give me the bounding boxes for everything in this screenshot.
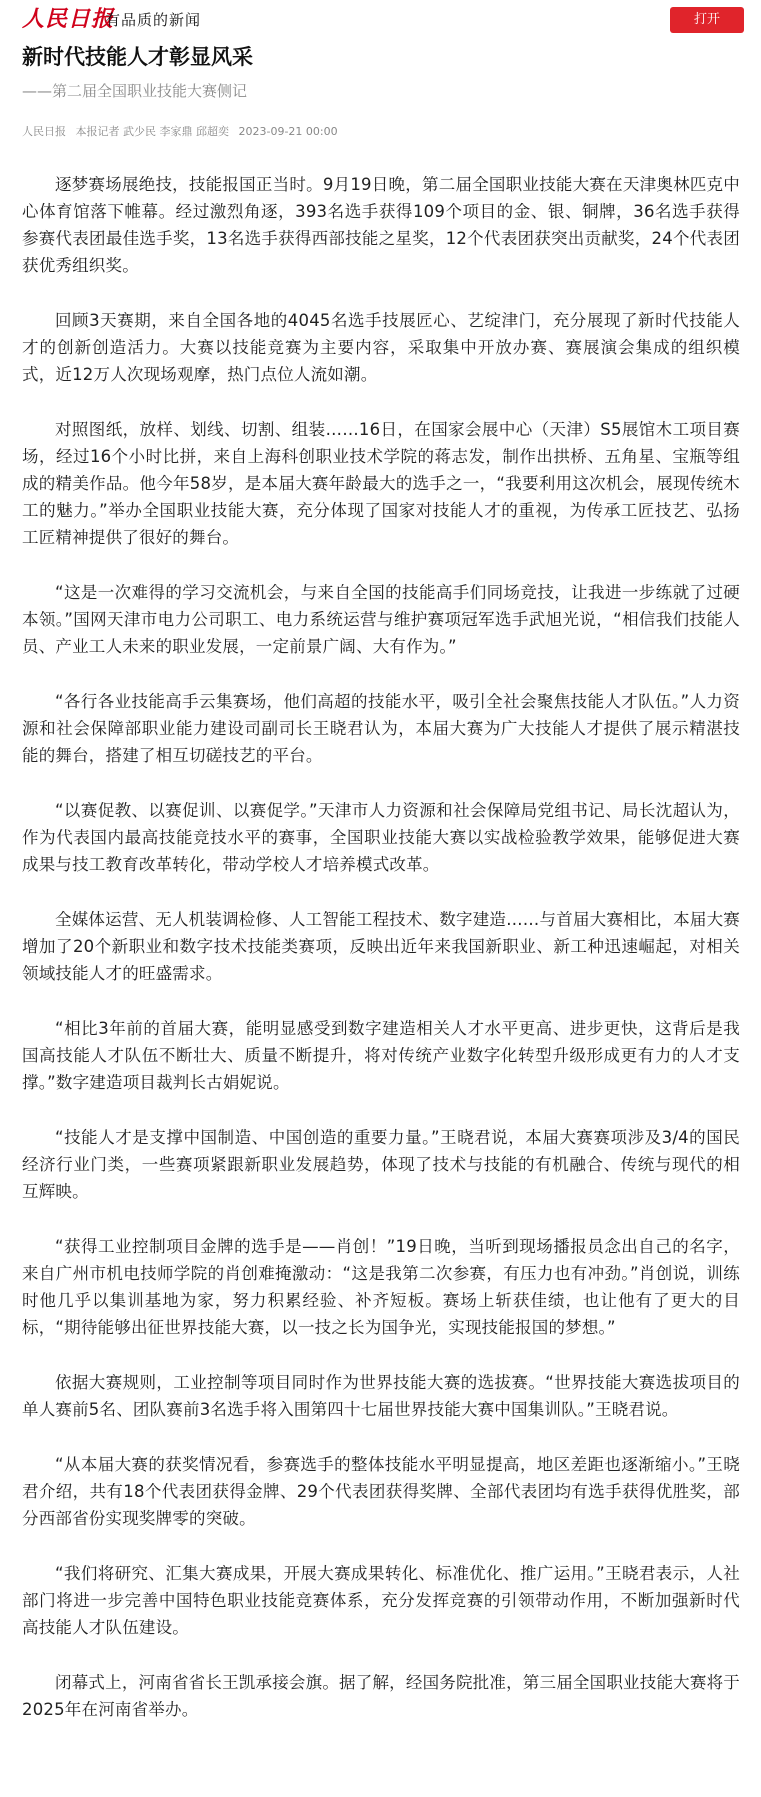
top-bar (0, 0, 761, 40)
article-paragraph: 回顾3天赛期，来自全国各地的4045名选手技展匠心、艺绽津门，充分展现了新时代技能人才的创新创造活力。大赛以技能竞赛为主要内容，采取集中开放办赛、赛展演会集成的组织模式，近12万人次现场观摩，热门点位人流如潮。 (22, 311, 740, 384)
article-paragraph: 依据大赛规则，工业控制等项目同时作为世界技能大赛的选拔赛。“世界技能大赛选拔项目的单人赛前5名、团队赛前3名选手将入围第四十七届世界技能大赛中国集训队。”王晓君说。 (22, 1373, 740, 1419)
article-datetime: 2023-09-21 00:00 (238, 125, 338, 138)
article-title: 新时代技能人才彰显风采 (22, 45, 253, 69)
article-paragraph: “以赛促教、以赛促训、以赛促学。”天津市人力资源和社会保障局党组书记、局长沈超认为，作为代表国内最高技能竞技水平的赛事，全国职业技能大赛以实战检验教学效果，能够促进大赛成果与技工教育改革转化，带动学校人才培养模式改革。 (22, 801, 740, 874)
brand-logo[interactable]: 人民日报 (22, 6, 115, 32)
article-paragraph: “技能人才是支撑中国制造、中国创造的重要力量。”王晓君说，本届大赛赛项涉及3/4的国民经济行业门类，一些赛项紧跟新职业发展趋势，体现了技术与技能的有机融合、传统与现代的相互辉映。 (22, 1128, 740, 1201)
article-body (22, 171, 740, 1751)
article-paragraph: “我们将研究、汇集大赛成果，开展大赛成果转化、标准优化、推广运用。”王晓君表示，人社部门将进一步完善中国特色职业技能竞赛体系，充分发挥竞赛的引领带动作用，不断加强新时代高技能人才队伍建设。 (22, 1564, 740, 1637)
brand-slogan: 有品质的新闻 (105, 11, 202, 29)
article-paragraph: “这是一次难得的学习交流机会，与来自全国的技能高手们同场竞技，让我进一步练就了过硬本领。”国网天津市电力公司职工、电力系统运营与维护赛项冠军选手武旭光说，“相信我们技能人员、产业工人未来的职业发展，一定前景广阔、大有作为。” (22, 583, 740, 656)
open-app-button[interactable]: 打开 (670, 7, 744, 33)
article-source: 人民日报 (22, 125, 66, 138)
article-paragraph: “相比3年前的首届大赛，能明显感受到数字建造相关人才水平更高、进步更快，这背后是我国高技能人才队伍不断壮大、质量不断提升，将对传统产业数字化转型升级形成更有力的人才支撑。”数字建造项目裁判长古娟妮说。 (22, 1019, 740, 1092)
article-reporters: 本报记者 武少民 李家鼎 邱超奕 (75, 125, 229, 138)
article-paragraph: 闭幕式上，河南省省长王凯承接会旗。据了解，经国务院批准，第三届全国职业技能大赛将于2025年在河南省举办。 (22, 1673, 740, 1719)
article-paragraph: 对照图纸，放样、划线、切割、组装……16日，在国家会展中心（天津）S5展馆木工项目赛场，经过16个小时比拼，来自上海科创职业技术学院的蒋志发，制作出拱桥、五角星、宝瓶等组成的精美作品。他今年58岁，是本届大赛年龄最大的选手之一，“我要利用这次机会，展现传统木工的魅力。”举办全国职业技能大赛，充分体现了国家对技能人才的重视，为传承工匠技艺、弘扬工匠精神提供了很好的舞台。 (22, 420, 740, 547)
article-paragraph: 逐梦赛场展绝技，技能报国正当时。9月19日晚，第二届全国职业技能大赛在天津奥林匹克中心体育馆落下帷幕。经过激烈角逐，393名选手获得109个项目的金、银、铜牌，36名选手获得参赛代表团最佳选手奖，13名选手获得西部技能之星奖，12个代表团获突出贡献奖，24个代表团获优秀组织奖。 (22, 175, 740, 275)
article-meta (22, 124, 344, 140)
article-paragraph: “从本届大赛的获奖情况看，参赛选手的整体技能水平明显提高，地区差距也逐渐缩小。”王晓君介绍，共有18个代表团获得金牌、29个代表团获得奖牌、全部代表团均有选手获得优胜奖，部分西部省份实现奖牌零的突破。 (22, 1455, 740, 1528)
article-subtitle: ——第二届全国职业技能大赛侧记 (22, 82, 248, 100)
article-paragraph: 全媒体运营、无人机装调检修、人工智能工程技术、数字建造……与首届大赛相比，本届大赛增加了20个新职业和数字技术技能类赛项，反映出近年来我国新职业、新工种迅速崛起，对相关领域技能人才的旺盛需求。 (22, 910, 740, 983)
article-paragraph: “各行各业技能高手云集赛场，他们高超的技能水平，吸引全社会聚焦技能人才队伍。”人力资源和社会保障部职业能力建设司副司长王晓君认为，本届大赛为广大技能人才提供了展示精湛技能的舞台，搭建了相互切磋技艺的平台。 (22, 692, 740, 765)
article-paragraph: “获得工业控制项目金牌的选手是——肖创！”19日晚，当听到现场播报员念出自己的名字，来自广州市机电技师学院的肖创难掩激动：“这是我第二次参赛，有压力也有冲劲。”肖创说，训练时他几乎以集训基地为家，努力积累经验、补齐短板。赛场上斩获佳绩，也让他有了更大的目标，“期待能够出征世界技能大赛，以一技之长为国争光，实现技能报国的梦想。” (22, 1237, 740, 1337)
